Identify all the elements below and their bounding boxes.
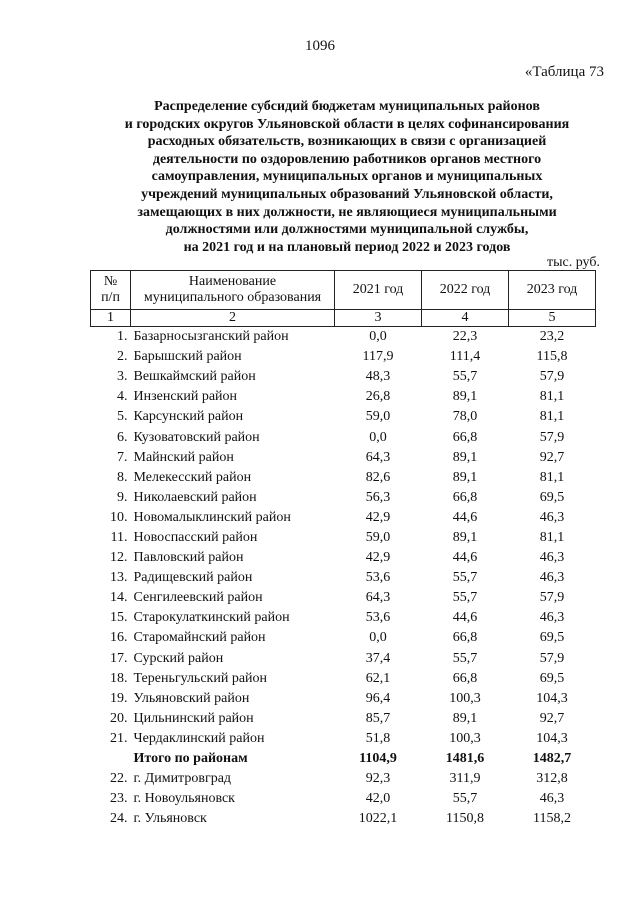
table-row [91,327,596,348]
row-number: 18. [110,670,128,686]
table-body [91,327,596,830]
municipality-name: Сенгилеевский район [133,590,263,606]
value-2022: 100,3 [449,730,481,746]
value-2023: 1482,7 [532,751,572,767]
col-header-2023: 2023 год [509,271,596,310]
row-number: 20. [110,710,128,726]
value-2021: 51,8 [365,730,391,746]
value-2023: 57,9 [539,590,565,606]
value-2022: 44,6 [452,509,478,525]
value-2021: 62,1 [365,670,391,686]
value-2023: 46,3 [539,791,565,807]
row-number: 17. [110,650,128,666]
value-2021: 53,6 [365,610,391,626]
table-label: «Таблица 73 [524,64,604,80]
value-2023: 23,2 [539,329,565,345]
row-number: 9. [117,489,128,505]
value-2023: 69,5 [539,489,565,505]
value-2022: 1150,8 [446,811,484,827]
municipality-name: Цильнинский район [133,710,254,726]
municipality-name: Барышский район [133,349,242,365]
row-number: 12. [110,550,128,566]
value-2022: 89,1 [452,449,478,465]
value-2022: 55,7 [452,590,478,606]
row-number: 3. [117,369,128,385]
value-2022: 55,7 [452,369,478,385]
municipality-name: Итого по районам [133,751,248,767]
value-2022: 100,3 [449,690,481,706]
municipality-name: Кузоватовский район [133,429,260,445]
col-index: 5 [509,310,596,327]
title-line: Распределение субсидий бюджетам муниципальных районов [154,99,540,114]
table-row [91,608,596,628]
value-2021: 59,0 [365,529,391,545]
title-line: деятельности по оздоровлению работников органов местного [152,151,542,167]
value-2021: 0,0 [369,630,387,646]
value-2023: 57,9 [539,650,565,666]
table-total-row [91,749,596,769]
value-2021: 42,9 [365,550,391,566]
value-2021: 42,0 [365,791,391,807]
table-row [91,729,596,749]
value-2022: 55,7 [452,791,478,807]
value-2022: 1481,6 [445,751,485,767]
table-row [91,528,596,548]
municipality-name: Инзенский район [133,389,238,405]
row-number [91,749,131,769]
table-row [91,789,596,809]
municipality-name: Николаевский район [133,489,257,505]
municipality-name: Майнский район [133,449,234,465]
value-2021: 1022,1 [358,811,398,827]
row-number: 7. [117,449,128,465]
row-number: 16. [110,630,128,646]
value-2021: 59,0 [365,409,391,425]
title-line: самоуправления, муниципальных органов и муниципальных [151,169,543,185]
col-header-2021: 2021 год [335,271,422,310]
row-number: 21. [110,730,128,746]
value-2022: 44,6 [452,550,478,566]
col-index: 1 [91,310,131,327]
value-2023: 81,1 [539,529,565,545]
table-row [91,709,596,729]
value-2022: 66,8 [452,489,478,505]
value-2022: 66,8 [452,429,478,445]
table-row [91,427,596,447]
value-2021: 56,3 [365,489,391,505]
value-2023: 69,5 [539,670,565,686]
municipality-name: Чердаклинский район [133,730,265,746]
municipality-name: Базарносызганский район [133,329,289,345]
value-2023: 81,1 [539,389,565,405]
municipality-name: Новоспасский район [133,529,258,545]
value-2023: 69,5 [539,630,565,646]
row-number: 24. [110,811,128,827]
value-2023: 57,9 [539,429,565,445]
value-2023: 46,3 [539,550,565,566]
value-2022: 89,1 [452,469,478,485]
value-2021: 42,9 [365,509,391,525]
unit-label: тыс. руб. [547,255,600,270]
table-row [91,689,596,709]
page-number: 1096 [305,38,335,54]
value-2022: 89,1 [452,529,478,545]
value-2023: 115,8 [536,349,568,365]
table-row [91,488,596,508]
value-2021: 92,3 [365,771,391,787]
row-number: 14. [110,590,128,606]
municipality-name: г. Новоульяновск [133,791,235,807]
value-2021: 85,7 [365,710,391,726]
value-2021: 48,3 [365,369,391,385]
municipality-name: Старомайнский район [133,630,266,646]
table-row [91,548,596,568]
table-row [91,769,596,789]
table-row [91,367,596,387]
row-number: 1. [117,329,128,345]
row-number: 4. [117,389,128,405]
value-2023: 312,8 [536,771,568,787]
title-line: должностями или должностями муниципальной службы, [165,222,529,238]
table-row [91,387,596,407]
value-2023: 92,7 [539,449,565,465]
col-index: 3 [335,310,422,327]
table-row [91,649,596,669]
table-row [91,809,596,829]
value-2023: 104,3 [536,690,568,706]
value-2023: 46,3 [539,509,565,525]
subsidy-table [90,270,596,829]
row-number: 11. [110,529,128,545]
value-2021: 64,3 [365,449,391,465]
value-2022: 22,3 [452,329,478,345]
value-2022: 55,7 [452,570,478,586]
table-row [91,448,596,468]
value-2023: 46,3 [539,610,565,626]
table-row [91,588,596,608]
municipality-name: Сурский район [133,650,224,666]
value-2021: 82,6 [365,469,391,485]
municipality-name: Новомалыклинский район [133,509,291,525]
col-header-2022: 2022 год [422,271,509,310]
title-line: на 2021 год и на плановый период 2022 и 2023 годов [183,239,511,255]
value-2022: 311,9 [449,771,481,787]
table-row [91,407,596,427]
value-2021: 53,6 [365,570,391,586]
municipality-name: Мелекесский район [133,469,252,485]
col-header-num: № п/п [91,271,131,310]
value-2023: 81,1 [539,409,565,425]
title-line: расходных обязательств, возникающих в связи с организацией [147,134,547,150]
table-row [91,568,596,588]
municipality-name: г. Димитровград [133,771,232,787]
value-2021: 0,0 [369,329,387,345]
value-2021: 37,4 [365,650,391,666]
value-2021: 117,9 [362,349,394,365]
row-number: 23. [110,791,128,807]
value-2023: 92,7 [539,710,565,726]
value-2022: 111,4 [449,349,481,365]
value-2021: 64,3 [365,590,391,606]
municipality-name: г. Ульяновск [133,811,207,827]
value-2021: 26,8 [365,389,391,405]
value-2022: 89,1 [452,389,478,405]
value-2022: 78,0 [452,409,478,425]
row-number: 10. [110,509,128,525]
municipality-name: Радищевский район [133,570,253,586]
col-index: 2 [131,310,335,327]
row-number: 8. [117,469,128,485]
value-2023: 1158,2 [533,811,571,827]
table-row [91,628,596,648]
value-2021: 96,4 [365,690,391,706]
document-title [92,98,602,256]
value-2023: 46,3 [539,570,565,586]
municipality-name: Ульяновский район [133,690,250,706]
value-2022: 55,7 [452,650,478,666]
table-row [91,347,596,367]
row-number: 15. [110,610,128,626]
row-number: 22. [110,771,128,787]
municipality-name: Павловский район [133,550,244,566]
col-index: 4 [422,310,509,327]
table-index-row [91,310,596,327]
value-2023: 81,1 [539,469,565,485]
table-header-row [91,271,596,310]
value-2022: 89,1 [452,710,478,726]
title-line: замещающих в них должности, не являющиеся муниципальными [137,204,557,220]
row-number: 19. [110,690,128,706]
table-row [91,669,596,689]
title-line: и городских округов Ульяновской области в целях софинансирования [124,116,570,132]
row-number: 13. [110,570,128,586]
municipality-name: Старокулаткинский район [133,610,290,626]
value-2021: 1104,9 [359,751,397,767]
col-header-name: Наименование муниципального образования [131,271,335,310]
title-line: учреждений муниципальных образований Ульяновской области, [141,186,553,202]
municipality-name: Вешкаймский район [133,369,256,385]
row-number: 6. [117,429,128,445]
value-2022: 44,6 [452,610,478,626]
municipality-name: Тереньгульский район [133,670,268,686]
value-2022: 66,8 [452,630,478,646]
value-2021: 0,0 [369,429,387,445]
row-number: 2. [117,349,128,365]
row-number: 5. [117,409,128,425]
value-2023: 57,9 [539,369,565,385]
value-2022: 66,8 [452,670,478,686]
value-2023: 104,3 [536,730,568,746]
table-row [91,508,596,528]
municipality-name: Карсунский район [133,409,244,425]
table-row [91,468,596,488]
